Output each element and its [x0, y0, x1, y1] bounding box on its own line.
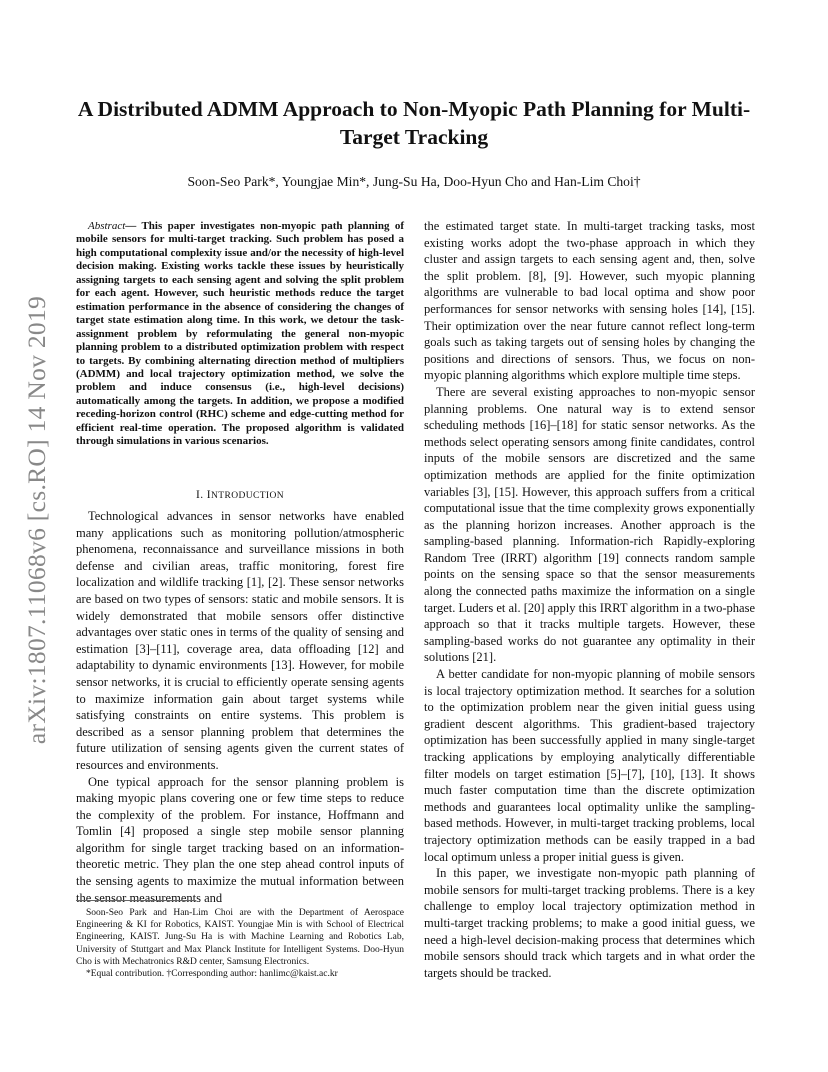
- paragraph: the estimated target state. In multi-target tracking tasks, most existing works adopt the two-phase approach in which they cluster and assign targets to each sensing agent and, then, solve the split problem. [8], [9]. However, such myopic planning algorithms are vulnerable to bad local optima and show poor performances for sensor networks with sensing holes [14], [15]. Their optimization over the near future cannot reflect long-term goals such as taking targets out of sensing holes by changing the positions and directions of sensors. Thus, we focus on non-myopic planning algorithms which explore multiple time steps.: [424, 219, 755, 383]
- abstract-text: — This paper investigates non-myopic path planning of mobile sensors for multi-target tracking. Such problem has posed a high computational complexity issue and/or the necessity of high-level decision making. Existing works tackle these issues by heuristically assigning targets to each sensing agent and solving the split problem for each agent. However, such heuristic methods reduce the target estimation performance in the absence of considering the changes of target state estimation along time. In this work, we detour the task-assignment problem by reformulating the general non-myopic planning problem to a distributed optimization problem with respect to targets. By combining alternating direction method of multipliers (ADMM) and local trajectory optimization method, we solve the problem and induce consensus (i.e., high-level decisions) automatically among the targets. In addition, we propose a modified receding-horizon control (RHC) scheme and edge-cutting method for efficient real-time operation. The proposed algorithm is validated through simulations in various scenarios.: [76, 220, 404, 448]
- footnote-affiliations: Soon-Seo Park and Han-Lim Choi are with the Department of Aerospace Engineering & KI for Robotics, KAIST. Youngjae Min is with School of Electrical Engineering, KAIST. Jung-Su Ha is with Machine Learning and Robotics Lab, University of Stuttgart and Max Planck Institute for Intelligent Systems. Doo-Hyun Cho is with Mechatronics R&D center, Samsung Electronics.: [76, 908, 404, 967]
- right-column-body: [424, 218, 755, 981]
- paper-title: A Distributed ADMM Approach to Non-Myopic Path Planning for Multi-Target Tracking: [77, 97, 751, 149]
- footnote-divider: [76, 900, 196, 901]
- footnote-contribution: *Equal contribution. †Corresponding author: hanlimc@kaist.ac.kr: [86, 969, 338, 980]
- footnotes: [76, 907, 404, 980]
- paragraph: A better candidate for non-myopic planning of mobile sensors is local trajectory optimization method. It searches for a solution to the optimization problem near the given initial guess using gradient descent algorithms. This gradient-based trajectory optimization has been successfully applied in many single-target tracking applications by employing analytically differentiable filter models on target estimation [5]–[7], [10], [13]. It shows much faster computation time than the discrete optimization methods and guarantees local optimality unlike the sampling-based methods. However, in multi-target tracking problems, local trajectory optimization methods can be easily trapped in a bad local optimum unless a proper initial guess is given.: [424, 667, 755, 864]
- paragraph: There are several existing approaches to non-myopic sensor planning problems. One natural way is to extend sensor scheduling methods [16]–[18] for static sensor networks. As the methods select operating sensors among finite candidates, control inputs of the mobile sensors are discretized and the same optimization methods are applied for the finite optimization variables [3], [15]. However, this approach suffers from a critical computational issue that the time complexity grows exponentially as the planning horizon increases. Another approach is the sampling-based planning. Information-rich Rapidly-exploring Random Tree (IRRT) algorithm [19] connects random sample points on the sensing space so that the sensor measurements along the connected paths maximize the information on a single target. Luders et al. [20] apply this IRRT algorithm in a two-phase approach so that it tracks multiple targets. However, these sampling-based works do not guarantee any optimality in their solutions [21].: [424, 384, 756, 665]
- abstract: [76, 220, 404, 449]
- arxiv-stamp: arXiv:1807.11068v6 [cs.RO] 14 Nov 2019: [22, 295, 51, 745]
- paragraph: Technological advances in sensor networks have enabled many applications such as monitoring pollution/atmospheric phenomena, reconnaissance and surveillance missions in both defense and civilian areas, traffic monitoring, forest fire localization and wildlife tracking [1], [2]. These sensor networks are based on two types of sensors: static and mobile sensors. It is widely demonstrated that mobile sensors offer distinctive advantages over static ones in terms of the quality of sensing and estimation [3]–[11], coverage area, data offloading [12] and adaptability to dynamic environments [13]. However, for mobile sensor networks, it is crucial to efficiently operate sensing agents to maximize information gain about target systems while satisfying constraints on entire systems. This problem is described as a sensor planning problem that determines the future utilization of sensing agents given the current states of resources and environments.: [76, 509, 404, 772]
- section-heading: [76, 489, 404, 501]
- left-column-body: [76, 508, 404, 906]
- paragraph: One typical approach for the sensor planning problem is making myopic plans covering one or few time steps to reduce the complexity of the problem. For instance, Hoffmann and Tomlin [4] proposed a single step mobile sensor planning algorithm for single target tracking based on an information-theoretic metric. They plan the one step ahead control inputs of the sensing agents to maximize the mutual information between the sensor measurements and: [76, 774, 404, 905]
- paragraph: In this paper, we investigate non-myopic path planning of mobile sensors for multi-target tracking problems. There is a key challenge to employ local trajectory optimization method in multi-target tracking problems; to make a good initial guess, we need a high-level decision-making process that determines which mobile sensors should track which targets and in what order the targets should be tracked.: [424, 866, 755, 980]
- section-title-rest: NTRODUCTION: [211, 491, 285, 501]
- author-list: Soon-Seo Park*, Youngjae Min*, Jung-Su Ha, Doo-Hyun Cho and Han-Lim Choi†: [187, 174, 641, 189]
- abstract-label: Abstract: [88, 220, 126, 232]
- section-title-initial: I: [206, 489, 211, 501]
- section-number: I.: [195, 489, 204, 501]
